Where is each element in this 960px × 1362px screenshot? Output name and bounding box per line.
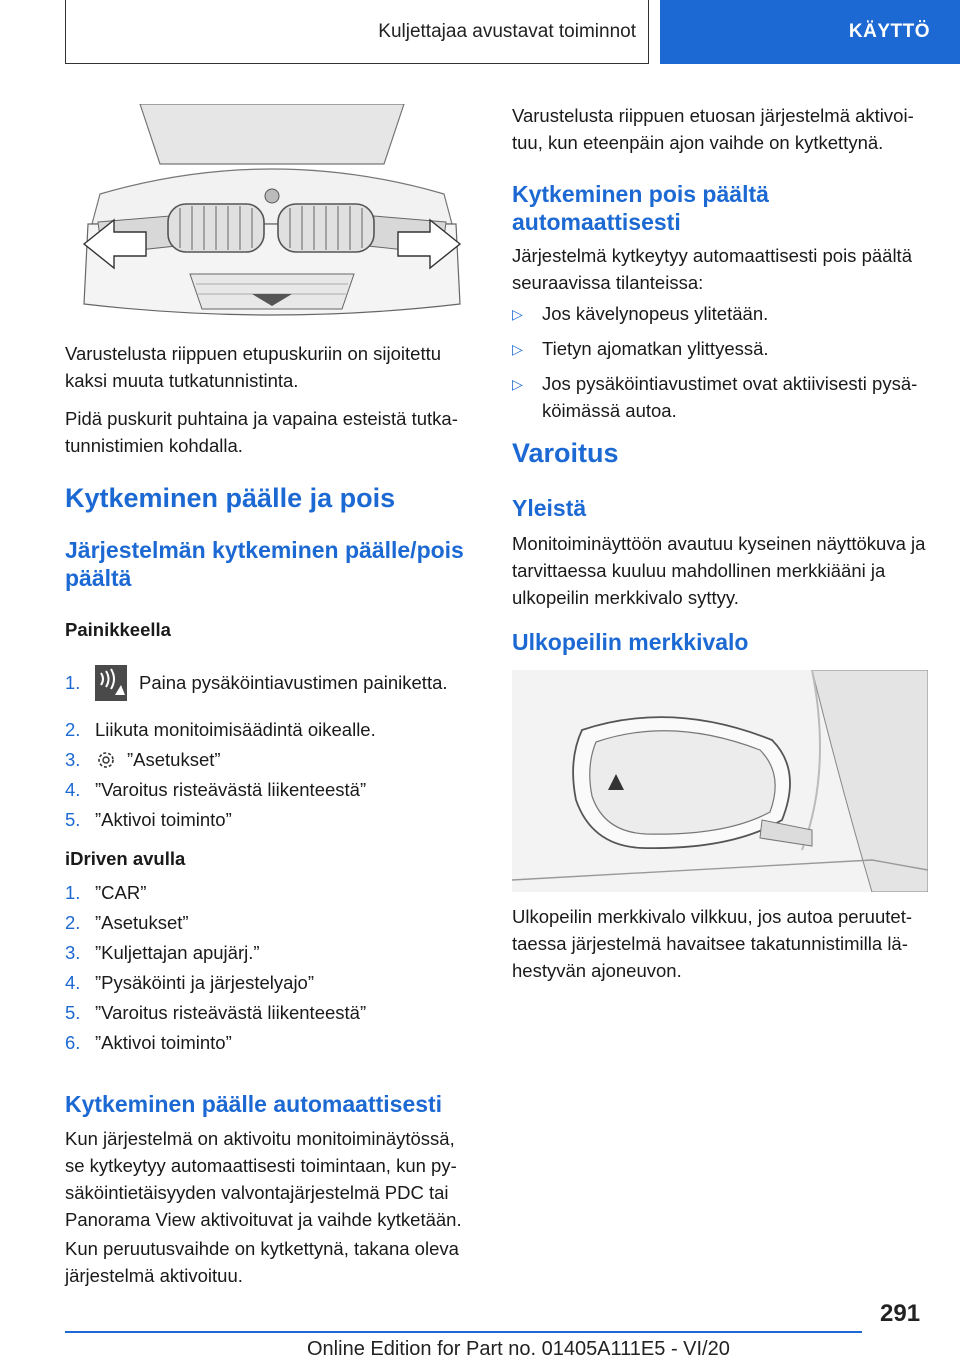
step-text: ”Aktivoi toiminto” — [95, 1032, 232, 1053]
step-number: 5. — [65, 1002, 81, 1023]
step-text: Liikuta monitoimisäädintä oikealle. — [95, 719, 376, 740]
footer-edition: Online Edition for Part no. 01405A111E5 - VI/20 — [307, 1338, 730, 1360]
heading-general: Yleistä — [512, 495, 587, 521]
step-number: 4. — [65, 972, 81, 993]
steps-button-list — [65, 651, 480, 835]
heading-system-on-off: Järjestelmän kytkeminen päälle/pois päältä — [65, 537, 464, 591]
list-item — [65, 878, 480, 908]
paragraph-auto-on: Kun järjestelmä on aktivoitu monitoiminäytössä, se kytkeytyy automaattisesti toimintaan, kun py-säköintietäisyyden valvontajärjestelmä PDC tai Panorama View aktivoituvat ja vaihde kytketään. — [65, 1128, 462, 1230]
page-number: 291 — [880, 1300, 921, 1327]
step-number: 5. — [65, 809, 81, 830]
list-item — [512, 370, 928, 424]
step-text: ”Kuljettajan apujärj.” — [95, 942, 260, 963]
header-section-box — [65, 0, 649, 64]
list-item — [65, 651, 480, 715]
list-item — [65, 1028, 480, 1058]
heading-auto-off: Kytkeminen pois päältä automaattisesti — [512, 181, 769, 235]
paragraph-clean-bumpers: Pidä puskurit puhtaina ja vapaina esteistä tutka-tunnistimien kohdalla. — [65, 408, 458, 456]
step-text: ”Asetukset” — [127, 749, 221, 770]
step-number: 2. — [65, 912, 81, 933]
footer-divider — [65, 1331, 862, 1333]
step-number: 3. — [65, 749, 81, 770]
paragraph-auto-off: Järjestelmä kytkeytyy automaattisesti pois päältä seuraavissa tilanteissa: — [512, 245, 912, 293]
side-mirror-illustration — [512, 670, 928, 892]
list-item — [65, 968, 480, 998]
figure-caption: Varustelusta riippuen etupuskuriin on sijoitettu kaksi muuta tutkatunnistinta. — [65, 343, 442, 391]
step-number: 3. — [65, 942, 81, 963]
subheading-button: Painikkeella — [65, 619, 171, 640]
step-text: ”Varoitus risteävästä liikenteestä” — [95, 1002, 367, 1023]
paragraph-reverse: Kun peruutusvaihde on kytkettynä, takana oleva järjestelmä aktivoituu. — [65, 1238, 459, 1286]
paragraph-mirror-light: Ulkopeilin merkkivalo vilkkuu, jos autoa peruutet-taessa järjestelmä havaitsee takatunnistimilla lä-hestyvän ajoneuvon. — [512, 906, 912, 981]
list-item — [65, 938, 480, 968]
subheading-idrive: iDriven avulla — [65, 848, 186, 869]
condition-text: Jos pysäköintiavustimet ovat aktiivisesti pysä-köimässä autoa. — [542, 373, 918, 421]
step-text: ”Asetukset” — [95, 912, 189, 933]
heading-auto-on: Kytkeminen päälle automaattisesti — [65, 1091, 443, 1117]
heading-mirror-light: Ulkopeilin merkkivalo — [512, 629, 749, 655]
header-tab — [660, 0, 960, 64]
park-assist-button-icon — [95, 665, 127, 701]
steps-idrive-list — [65, 878, 480, 1058]
heading-switch-on-off: Kytkeminen päälle ja pois — [65, 483, 396, 513]
step-text: ”CAR” — [95, 882, 147, 903]
auto-off-conditions-list — [512, 300, 928, 431]
step-text: Paina pysäköintiavustimen painiketta. — [139, 672, 448, 693]
step-number: 2. — [65, 719, 81, 740]
car-front-illustration — [80, 104, 464, 326]
list-item — [65, 998, 480, 1028]
gear-icon — [95, 749, 117, 771]
step-number: 6. — [65, 1032, 81, 1053]
paragraph-general: Monitoiminäyttöön avautuu kyseinen näyttökuva ja tarvittaessa kuuluu mahdollinen merkkiääni ja ulkopeilin merkkivalo syttyy. — [512, 533, 926, 608]
heading-warning: Varoitus — [512, 438, 619, 468]
header-tab-label: KÄYTTÖ — [848, 21, 930, 42]
list-item — [65, 745, 480, 775]
condition-text: Tietyn ajomatkan ylittyessä. — [542, 338, 769, 359]
header-section-title: Kuljettajaa avustavat toiminnot — [378, 20, 636, 42]
list-item — [512, 300, 928, 328]
step-number: 4. — [65, 779, 81, 800]
triangle-right-icon: ▷ — [512, 376, 523, 392]
step-text: ”Varoitus risteävästä liikenteestä” — [95, 779, 367, 800]
condition-text: Jos kävelynopeus ylitetään. — [542, 303, 769, 324]
list-item — [65, 715, 480, 745]
triangle-right-icon: ▷ — [512, 306, 523, 322]
step-text: ”Pysäköinti ja järjestelyajo” — [95, 972, 315, 993]
step-number: 1. — [65, 882, 81, 903]
step-text: ”Aktivoi toiminto” — [95, 809, 232, 830]
paragraph-front-system: Varustelusta riippuen etuosan järjestelmä aktivoi-tuu, kun eteenpäin ajon vaihde on kytkettynä. — [512, 105, 914, 153]
list-item — [512, 335, 928, 363]
list-item — [65, 775, 480, 805]
triangle-right-icon: ▷ — [512, 341, 523, 357]
list-item — [65, 805, 480, 835]
list-item — [65, 908, 480, 938]
step-number: 1. — [65, 672, 81, 693]
